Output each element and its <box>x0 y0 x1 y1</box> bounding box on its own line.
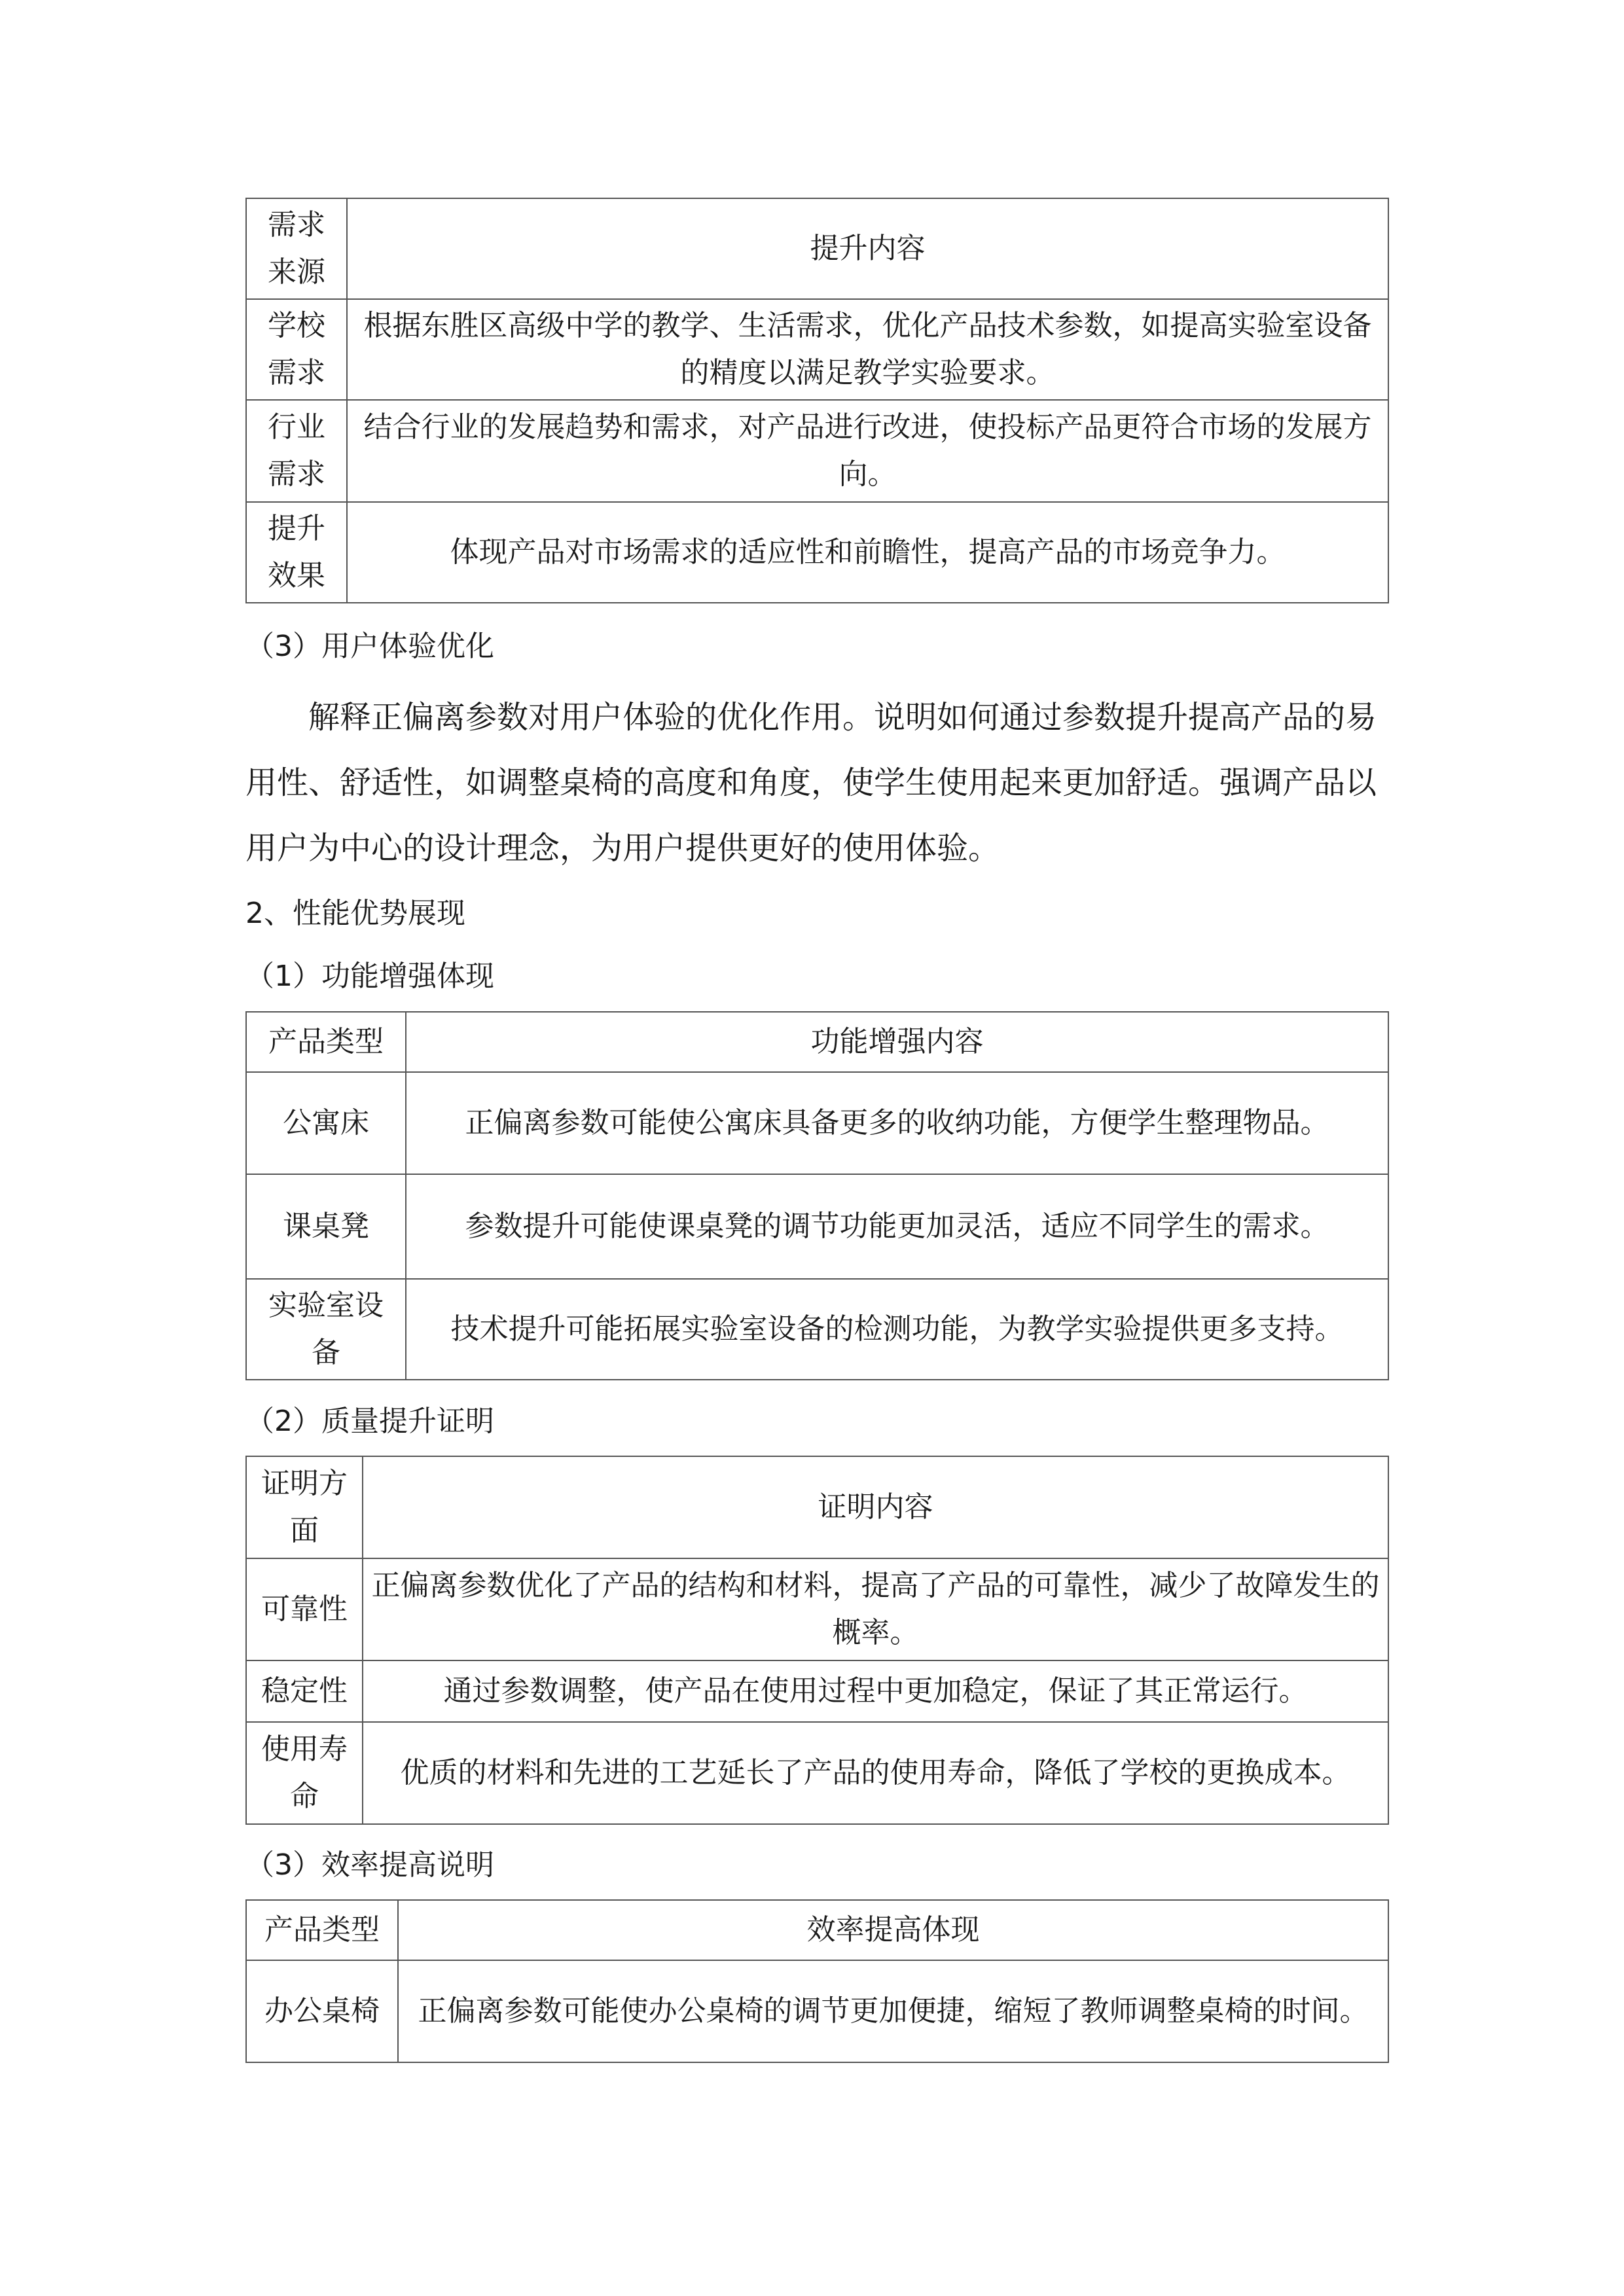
section-heading-ux: （3）用户体验优化 <box>245 630 494 663</box>
row-content: 体现产品对市场需求的适应性和前瞻性，提高产品的市场竞争力。 <box>347 502 1388 603</box>
row-content: 正偏离参数优化了产品的结构和材料，提高了产品的可靠性，减少了故障发生的概率。 <box>363 1558 1388 1660</box>
row-label: 办公桌椅 <box>246 1960 398 2062</box>
row-label: 课桌凳 <box>246 1174 406 1279</box>
header-improvement-content: 提升内容 <box>347 198 1388 299</box>
header-product-type: 产品类型 <box>246 1012 406 1072</box>
table-row <box>246 400 1388 502</box>
table-header-row <box>246 1900 1388 1960</box>
row-label: 行业需求 <box>246 400 347 502</box>
efficiency-table <box>245 1899 1389 2063</box>
table-row <box>246 299 1388 400</box>
header-proof-aspect: 证明方面 <box>246 1456 363 1558</box>
section-heading-function: （1）功能增强体现 <box>245 960 494 993</box>
table-header-row <box>246 198 1388 299</box>
table-row <box>246 502 1388 603</box>
row-label: 使用寿命 <box>246 1722 363 1824</box>
header-proof-content: 证明内容 <box>363 1456 1388 1558</box>
function-enhancement-table <box>245 1011 1389 1380</box>
row-label: 稳定性 <box>246 1660 363 1722</box>
row-label: 学校需求 <box>246 299 347 400</box>
header-product-type: 产品类型 <box>246 1900 398 1960</box>
row-label: 公寓床 <box>246 1072 406 1174</box>
table-row <box>246 1279 1388 1380</box>
row-label: 提升效果 <box>246 502 347 603</box>
table-row <box>246 1558 1388 1660</box>
row-content: 通过参数调整，使产品在使用过程中更加稳定，保证了其正常运行。 <box>363 1660 1388 1722</box>
header-demand-source: 需求来源 <box>246 198 347 299</box>
section-heading-quality: （2）质量提升证明 <box>245 1405 494 1438</box>
table-row <box>246 1960 1388 2062</box>
row-content: 优质的材料和先进的工艺延长了产品的使用寿命，降低了学校的更换成本。 <box>363 1722 1388 1824</box>
table-header-row <box>246 1012 1388 1072</box>
row-label: 可靠性 <box>246 1558 363 1660</box>
row-content: 正偏离参数可能使办公桌椅的调节更加便捷，缩短了教师调整桌椅的时间。 <box>398 1960 1388 2062</box>
table-row <box>246 1722 1388 1824</box>
section-heading-performance: 2、性能优势展现 <box>245 897 465 930</box>
header-function-content: 功能增强内容 <box>406 1012 1388 1072</box>
header-efficiency-content: 效率提高体现 <box>398 1900 1388 1960</box>
row-content: 技术提升可能拓展实验室设备的检测功能，为教学实验提供更多支持。 <box>406 1279 1388 1380</box>
table-header-row <box>246 1456 1388 1558</box>
quality-proof-table <box>245 1456 1389 1825</box>
row-content: 参数提升可能使课桌凳的调节功能更加灵活，适应不同学生的需求。 <box>406 1174 1388 1279</box>
row-label: 实验室设备 <box>246 1279 406 1380</box>
row-content: 根据东胜区高级中学的教学、生活需求，优化产品技术参数，如提高实验室设备的精度以满足教学实验要求。 <box>347 299 1388 400</box>
row-content: 正偏离参数可能使公寓床具备更多的收纳功能，方便学生整理物品。 <box>406 1072 1388 1174</box>
table-row <box>246 1072 1388 1174</box>
section-heading-efficiency: （3）效率提高说明 <box>245 1848 494 1882</box>
demand-source-table <box>245 198 1389 603</box>
row-content: 结合行业的发展趋势和需求，对产品进行改进，使投标产品更符合市场的发展方向。 <box>347 400 1388 502</box>
ux-paragraph: 解释正偏离参数对用户体验的优化作用。说明如何通过参数提升提高产品的易用性、舒适性，如调整桌椅的高度和角度，使学生使用起来更加舒适。强调产品以用户为中心的设计理念，为用户提供更好的使用体验。 <box>245 699 1377 867</box>
table-row <box>246 1660 1388 1722</box>
table-row <box>246 1174 1388 1279</box>
